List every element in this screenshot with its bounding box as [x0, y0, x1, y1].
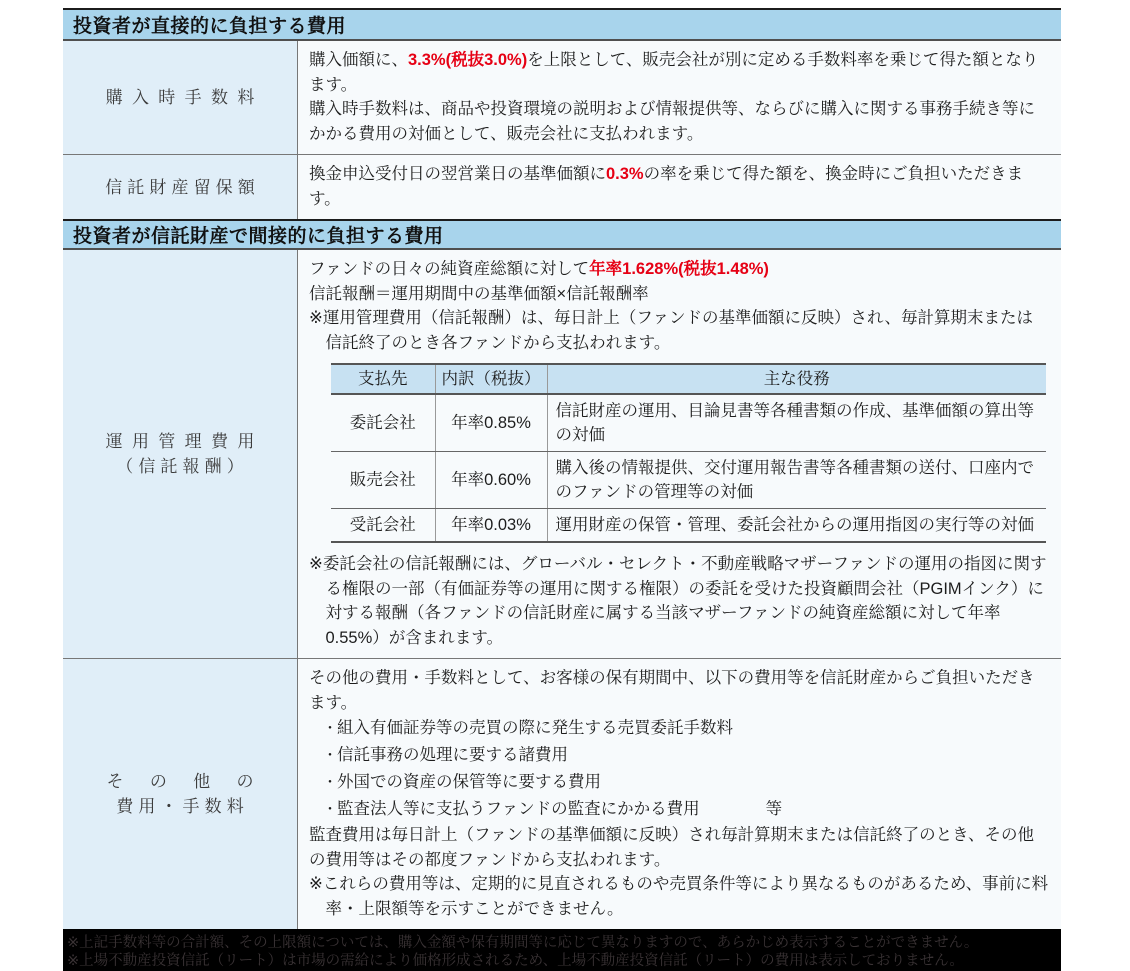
section-header-indirect-costs [63, 219, 1061, 250]
text-segment: を上限として、販売会社が別に定める手数料率を乗じて得た額となります。 [309, 51, 1039, 94]
rate-cell: 年率0.60% [435, 452, 547, 509]
rate-highlight: 年率1.628%(税抜1.48%) [589, 260, 769, 278]
bullet-item: ・ 監査法人等に支払うファンドの監査にかかる費用 等 [309, 796, 1049, 823]
bullet-item: ・ 信託事務の処理に要する諸費用 [309, 742, 1049, 769]
bullet-item: ・ 組入有価証券等の売買の際に発生する売買委託手数料 [309, 715, 1049, 742]
section-header-direct-costs [63, 10, 1061, 41]
paragraph [309, 48, 1049, 97]
footnote-line: ※上記手数料等の合計額、その上限額については、購入金額や保有期間等に応じて異なりますので、あらかじめ表示することができません。 [67, 935, 979, 951]
column-header-rate: 内訳（税抜） [435, 364, 547, 394]
note-paragraph: ※これらの費用等は、定期的に見直されるものや売買条件等により異なるものがあるため、事前に料率・上限額等を示すことができません。 [309, 875, 1049, 918]
row-content-retention-amount [297, 155, 1061, 219]
fee-breakdown-header-row [331, 364, 1046, 394]
note-paragraph: ※運用管理費用（信託報酬）は、毎日計上（ファンドの基準価額に反映）され、毎計算期末または信託終了のとき各ファンドから支払われます。 [309, 309, 1033, 352]
footnote-line: ※上場不動産投資信託（リート）は市場の需給により価格形成されるため、上場不動産投資信託（リート）の費用は表示しておりません。 [67, 953, 964, 969]
footnote-band [63, 929, 1061, 971]
paragraph: 購入時手数料は、商品や投資環境の説明および情報提供等、ならびに購入に関する事務手続き等にかかる費用の対価として、販売会社に支払われます。 [309, 100, 1035, 143]
paragraph: 信託報酬＝運用期間中の基準価額×信託報酬率 [309, 284, 649, 303]
table-row-management-fee [63, 250, 1061, 658]
paragraph: その他の費用・手数料として、お客様の保有期間中、以下の費用等を信託財産からご負担いただきます。 [309, 669, 1035, 712]
section-title: 投資者が直接的に負担する費用 [73, 16, 347, 37]
table-row-retention-amount [63, 154, 1061, 219]
row-content-purchase-fee [297, 41, 1061, 154]
table-row [331, 452, 1046, 509]
row-label-retention-amount [63, 155, 297, 219]
fee-breakdown-table [331, 363, 1046, 543]
row-label-text: 購入時手数料 [105, 88, 264, 107]
row-label-text-line1: 運用管理費用 [105, 432, 264, 451]
role-cell: 運用財産の保管・管理、委託会社からの運用指図の実行等の対価 [555, 516, 1034, 534]
payee-cell: 販売会社 [331, 452, 435, 509]
text-segment: の率を乗じて得た額を、換金時にご負担いただきます。 [309, 165, 1024, 208]
role-cell: 購入後の情報提供、交付運用報告書等各種書類の送付、口座内でのファンドの管理等の対価 [547, 452, 1046, 509]
table-row [331, 509, 1046, 543]
fee-table [63, 8, 1061, 971]
bullet-item: ・ 外国での資産の保管等に要する費用 [309, 769, 1049, 796]
table-row-purchase-fee [63, 41, 1061, 154]
row-label-text-line2: 費用・手数料 [116, 797, 249, 816]
table-row-other-fees [63, 658, 1061, 929]
text-segment: 換金申込受付日の翌営業日の基準価額に [309, 165, 606, 183]
column-header-payee: 支払先 [331, 364, 435, 394]
rate-cell: 年率0.85% [435, 394, 547, 452]
note-paragraph: ※委託会社の信託報酬には、グローバル・セレクト・不動産戦略マザーファンドの運用の指図に関する権限の一部（有価証券等の運用に関する権限）の委託を受けた投資顧問会社（PGIMインク）に対する報酬（各ファンドの信託財産に属する当該マザーファンドの純資産総額に対して年率0.55%）が含まれます。 [309, 555, 1047, 647]
table-row [331, 394, 1046, 452]
section-title: 投資者が信託財産で間接的に負担する費用 [73, 226, 444, 247]
paragraph [309, 257, 1049, 282]
row-label-text: 信託財産留保額 [105, 177, 260, 197]
column-header-role: 主な役務 [547, 364, 1046, 394]
role-cell: 信託財産の運用、目論見書等各種書類の作成、基準価額の算出等の対価 [547, 394, 1046, 452]
text-segment: 購入価額に、 [309, 51, 408, 69]
rate-cell: 年率0.03% [435, 509, 547, 543]
row-label-purchase-fee [63, 41, 297, 154]
payee-cell: 委託会社 [331, 394, 435, 452]
payee-cell: 受託会社 [331, 509, 435, 543]
paragraph [309, 162, 1049, 211]
text-segment: ファンドの日々の純資産総額に対して [309, 260, 590, 278]
row-label-management-fee [63, 250, 297, 658]
row-content-management-fee [297, 250, 1061, 658]
row-label-text-line1: その他の [106, 772, 280, 791]
row-label-other-fees [63, 659, 297, 929]
rate-highlight: 0.3% [606, 165, 644, 183]
row-label-text-line2: （信託報酬） [116, 457, 249, 476]
paragraph: 監査費用は毎日計上（ファンドの基準価額に反映）され毎計算期末または信託終了のとき、その他の費用等はその都度ファンドから支払われます。 [309, 826, 1035, 869]
row-content-other-fees [297, 659, 1061, 929]
rate-highlight: 3.3%(税抜3.0%) [408, 51, 528, 69]
fee-document [0, 8, 1130, 969]
